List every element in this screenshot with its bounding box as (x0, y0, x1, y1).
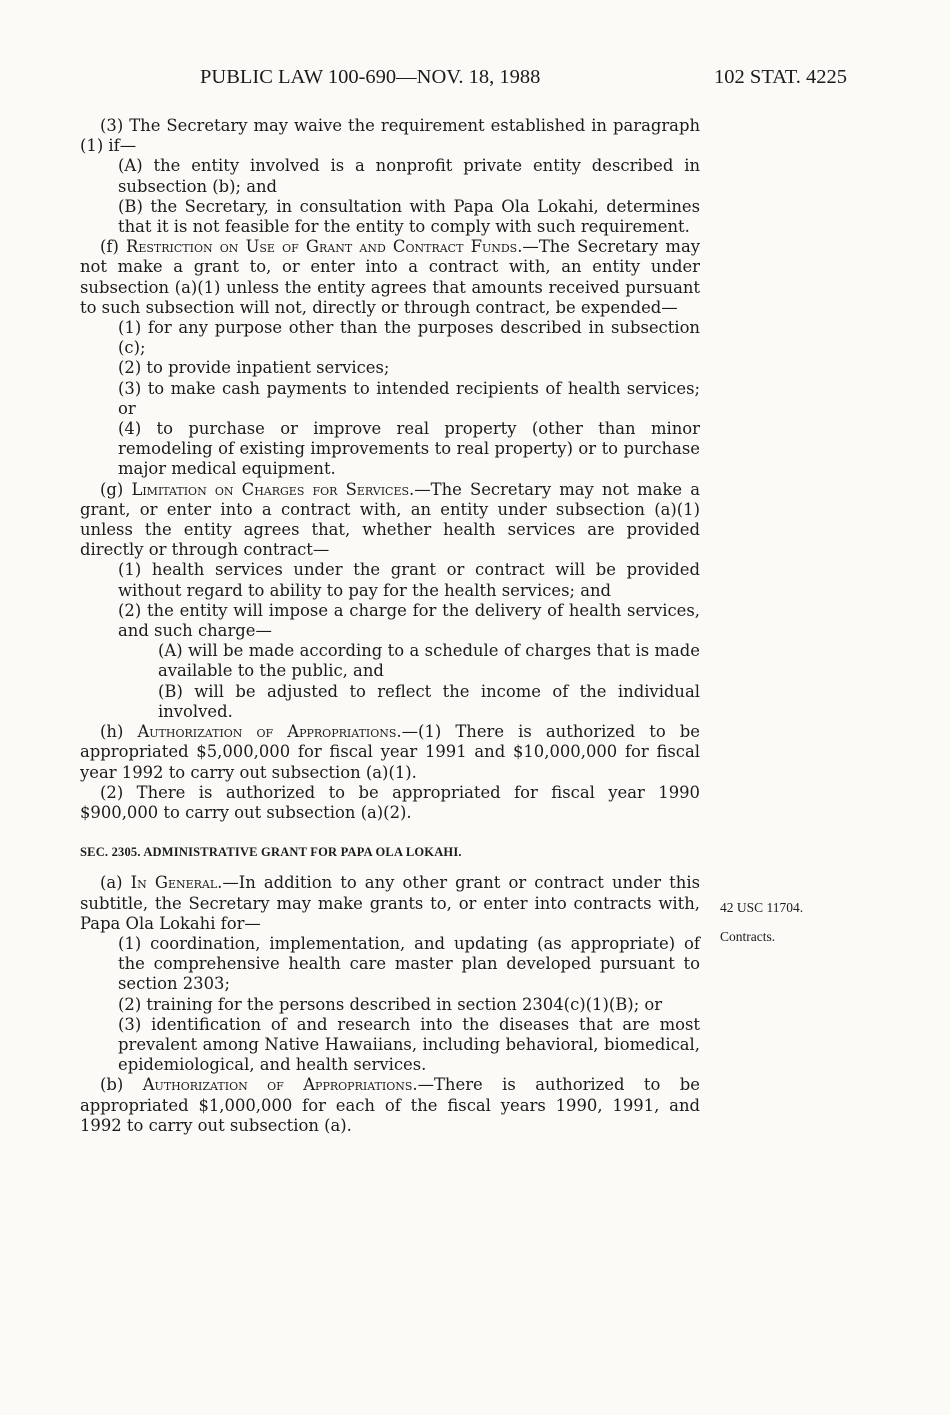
margin-note-contracts: Contracts. (720, 929, 776, 944)
subsection-a-heading: In General. (130, 873, 223, 893)
subsection-f-label: (f) (100, 237, 127, 257)
subsection-g-item-1: (1) health services under the grant or contract will be provided without regard to ability to pay for the health services; and (118, 560, 700, 600)
subsection-g-label: (g) (100, 479, 132, 499)
subsection-a-item-3: (3) identification of and research into the diseases that are most prevalent among Native Hawaiians, including behavioral, biomedical, epidemiological, and health services. (118, 1014, 700, 1075)
running-title: PUBLIC LAW 100-690—NOV. 18, 1988 (200, 66, 541, 88)
margin-note-usc: 42 USC 11704. (720, 900, 804, 915)
subsection-g-item-2: (2) the entity will impose a charge for the delivery of health services, and such charge— (118, 600, 700, 641)
subsection-g (80, 480, 700, 561)
subsection-g-item-2b: (B) will be adjusted to reflect the income of the individual involved. (158, 681, 700, 721)
subparagraph-a: (A) the entity involved is a nonprofit private entity described in subsection (b); and (118, 156, 700, 196)
subsection-a-item-1: (1) coordination, implementation, and updating (as appropriate) of the comprehensive health care master plan developed pursuant to section 2303; (118, 933, 700, 994)
paragraph-3-waiver: (3) The Secretary may waive the requirement established in paragraph (1) if— (80, 116, 700, 156)
document-body (80, 116, 700, 1136)
subsection-h-paragraph-2: (2) There is authorized to be appropriated for fiscal year 1990 $900,000 to carry out subsection (a)(2). (80, 782, 700, 822)
subsection-a-item-2: (2) training for the persons described in section 2304(c)(1)(B); or (118, 994, 663, 1014)
subsection-g-heading: Limitation on Charges for Services. (131, 479, 415, 499)
subsection-b-heading: Authorization of Appropriations. (142, 1075, 418, 1095)
subsection-b (80, 1075, 700, 1136)
subsection-f-text: —The Secretary may not make a grant to, or enter into a contract with, an entity under subsection (a)(1) unless the entity agrees that amounts received pursuant to such subsection will not, directly or through contract, be expended— (80, 237, 700, 317)
subsection-f-item-2: (2) to provide inpatient services; (118, 358, 390, 378)
subsection-a-text: —In addition to any other grant or contract under this subtitle, the Secretary may make grants to, or enter into contracts with, Papa Ola Lokahi for— (80, 873, 700, 933)
subsection-g-item-2a: (A) will be made according to a schedule of charges that is made available to the public, and (158, 641, 700, 681)
subsection-b-text: —There is authorized to be appropriated $1,000,000 for each of the fiscal years 1990, 1991, and 1992 to carry out subsection (a). (80, 1075, 700, 1135)
section-2305-heading: SEC. 2305. ADMINISTRATIVE GRANT FOR PAPA OLA LOKAHI. (80, 845, 462, 860)
subsection-h (80, 722, 700, 783)
subsection-f-heading: Restriction on Use of Grant and Contract Funds. (126, 237, 523, 257)
subsection-h-heading: Authorization of Appropriations. (137, 722, 402, 742)
subsection-b-label: (b) (100, 1075, 143, 1095)
subsection-f-item-1: (1) for any purpose other than the purposes described in subsection (c); (118, 318, 700, 358)
page-header (0, 66, 950, 94)
subsection-f-item-3: (3) to make cash payments to intended recipients of health services; or (118, 378, 700, 418)
subsection-a (80, 873, 700, 934)
subsection-f (80, 237, 700, 318)
subsection-g-text: —The Secretary may not make a grant, or enter into a contract with, an entity under subsection (a)(1) unless the entity agrees that, whether health services are provided directly or through contract— (80, 479, 701, 560)
subsection-f-item-4: (4) to purchase or improve real property (other than minor remodeling of existing improvements to real property) or to purchase major medical equipment. (118, 419, 700, 479)
subsection-h-label: (h) (100, 722, 138, 742)
stat-citation: 102 STAT. 4225 (714, 66, 847, 88)
subsection-h-text: —(1) There is authorized to be appropriated $5,000,000 for fiscal year 1991 and $10,000,000 for fiscal year 1992 to carry out subsection (a)(1). (80, 722, 700, 782)
subsection-a-label: (a) (100, 873, 131, 893)
subparagraph-b: (B) the Secretary, in consultation with Papa Ola Lokahi, determines that it is not feasible for the entity to comply with such requirement. (118, 196, 700, 237)
